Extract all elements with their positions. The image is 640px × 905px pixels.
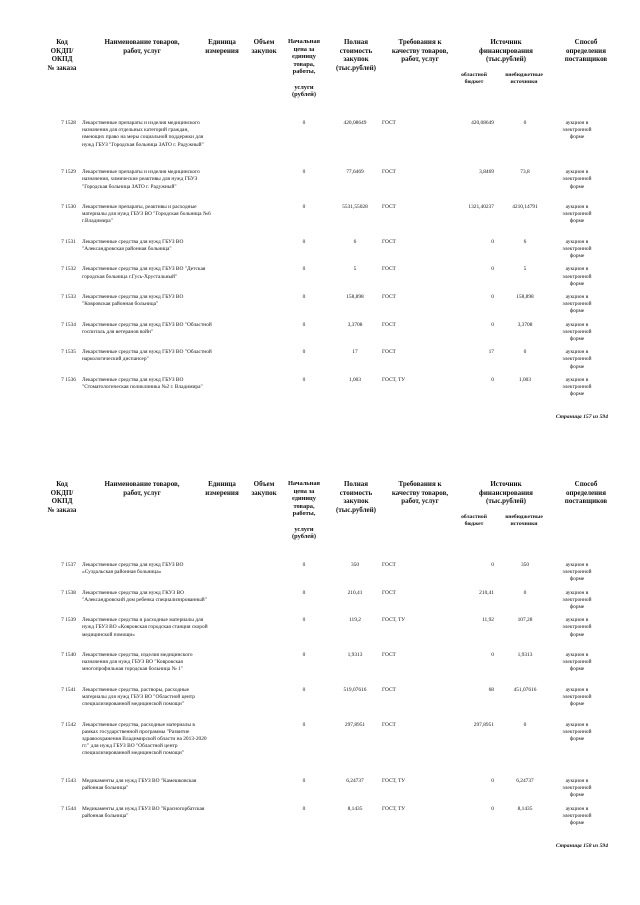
regional-budget: 0 [491, 238, 494, 245]
quality-requirements: ГОСТ, ТУ [382, 617, 406, 624]
header-total: Полная стоимость закупок (тыс.рублей) [335, 38, 377, 72]
header-method: Способ определения поставщиков [564, 38, 608, 63]
extrabudgetary-sources: 8,1435 [517, 805, 533, 812]
page-number: Страница 157 из 594 [555, 414, 608, 421]
header-code: Код ОКДП/ ОКПД № заказа [47, 38, 77, 72]
regional-budget: 0 [491, 294, 494, 300]
unit-price: 0 [302, 589, 306, 596]
header-extra: внебюджетные источники [505, 72, 543, 85]
procurement-method: аукцион в электронной форме [562, 562, 592, 583]
regional-budget: 0 [491, 778, 494, 784]
unit-price: 0 [302, 321, 306, 328]
unit-price: 0 [302, 778, 306, 784]
procurement-method: аукцион в электронной форме [562, 238, 592, 260]
total-cost: 17 [352, 349, 358, 356]
document-page-157 [0, 28, 640, 421]
header-requirements: Требования к качеству товаров, работ, услуг [391, 480, 449, 505]
header-extra: внебюджетные источники [505, 514, 543, 527]
header-source: Источник финансирования (тыс.рублей) [479, 480, 533, 505]
extrabudgetary-sources: 1,9313 [517, 652, 533, 658]
procurement-method: аукцион в электронной форме [562, 652, 592, 673]
total-cost: 1,003 [348, 376, 362, 383]
extrabudgetary-sources: 6,24737 [516, 778, 534, 784]
quality-requirements: ГОСТ [382, 120, 396, 126]
item-name: Лекарственные препараты и изделия медицинского назначения для отдельных категорий граждан, имеющих право на меры социальной поддержки для нужд ГБУЗ "Городская больница ЗАТО г. Радужный" [82, 120, 204, 148]
total-cost: 5531,55028 [342, 204, 368, 210]
page-number: Страница 158 из 594 [555, 843, 608, 850]
unit-price: 0 [302, 294, 306, 300]
regional-budget: 11,92 [482, 617, 494, 624]
procurement-method: аукцион в электронной форме [562, 321, 592, 342]
quality-requirements: ГОСТ [382, 721, 396, 728]
quality-requirements: ГОСТ [382, 589, 396, 596]
quality-requirements: ГОСТ [382, 204, 396, 210]
unit-price: 0 [302, 169, 306, 176]
quality-requirements: ГОСТ [382, 686, 396, 693]
total-cost: 6 [353, 238, 357, 245]
item-name: Лекарственные средства и расходные материалы для нужд ГБУЗ ВО «Ковровская городская станция скорой медицинской помощи» [82, 617, 208, 638]
unit-price: 0 [302, 204, 306, 210]
order-code: 7 1544 [61, 805, 76, 812]
order-code: 7 1539 [61, 617, 76, 624]
total-cost: 77,6469 [346, 169, 364, 176]
regional-budget: 0 [491, 805, 494, 812]
extrabudgetary-sources: 0 [523, 721, 527, 728]
header-regional: областной бюджет [461, 72, 487, 85]
procurement-method: аукцион в электронной форме [562, 589, 592, 610]
procurement-method: аукцион в электронной форме [562, 805, 592, 826]
item-name: Лекарственные средства, расходные материалы в рамках государственной программы "Развитие здравоохранения Владимирской области на 2013-2020 гг." для нужд ГБУЗ ВО "Областной центр специализированной медицинской помощи" [82, 721, 207, 757]
procurement-method: аукцион в электронной форме [562, 349, 592, 370]
order-code: 7 1533 [61, 294, 76, 300]
order-code: 7 1535 [61, 349, 76, 356]
extrabudgetary-sources: 0 [523, 349, 527, 356]
header-source: Источник финансирования (тыс.рублей) [479, 38, 533, 63]
total-cost: 158,898 [346, 294, 364, 300]
header-price: Начальная цена за единицу товара, работы, услуги (рублей) [287, 38, 321, 99]
extrabudgetary-sources: 451,07616 [513, 686, 537, 693]
regional-budget: 0 [491, 562, 494, 568]
header-total: Полная стоимость закупок (тыс.рублей) [335, 480, 377, 514]
header-unit: Единица измерения [205, 38, 239, 55]
procurement-method: аукцион в электронной форме [562, 204, 592, 225]
extrabudgetary-sources: 158,898 [516, 294, 534, 300]
table-header [0, 28, 640, 116]
item-name: Лекарственные средства для нужд ГКУЗ ВО "Александровский дом ребенка специализированный" [82, 589, 207, 603]
item-name: Лекарственные средства для нужд ГБУЗ ВО "Детская городская больница г.Гусь-Хрустальный" [82, 266, 206, 280]
procurement-method: аукцион в электронной форме [562, 294, 592, 315]
unit-price: 0 [302, 805, 306, 812]
unit-price: 0 [302, 238, 306, 245]
total-cost: 297,8951 [344, 721, 366, 728]
header-code: Код ОКДП/ ОКПД № заказа [47, 480, 77, 514]
total-cost: 6,24737 [346, 778, 364, 784]
item-name: Лекарственные средства для нужд ГБУЗ ВО "Областной наркологический диспансер" [82, 349, 212, 363]
procurement-method: аукцион в электронной форме [562, 617, 592, 638]
regional-budget: 0 [491, 376, 494, 383]
regional-budget: 3,8469 [479, 169, 494, 176]
extrabudgetary-sources: 6 [523, 238, 527, 245]
procurement-method: аукцион в электронной форме [562, 778, 592, 799]
unit-price: 0 [302, 120, 306, 126]
procurement-method: аукцион в электронной форме [562, 686, 592, 708]
quality-requirements: ГОСТ [382, 294, 396, 300]
header-name: Наименование товаров, работ, услуг [104, 38, 180, 55]
procurement-method: аукцион в электронной форме [562, 169, 592, 190]
quality-requirements: ГОСТ, ТУ [382, 805, 406, 812]
total-cost: 8,1435 [347, 805, 363, 812]
item-name: Лекарственные средства для нужд ГБУЗ ВО "Областной госпиталь для ветеранов войн" [82, 321, 212, 335]
quality-requirements: ГОСТ [382, 266, 396, 273]
extrabudgetary-sources: 350 [520, 562, 530, 568]
order-code: 7 1540 [61, 652, 76, 658]
quality-requirements: ГОСТ [382, 321, 396, 328]
regional-budget: 420,08649 [471, 120, 494, 126]
total-cost: 210,41 [347, 589, 363, 596]
procurement-method: аукцион в электронной форме [562, 266, 592, 287]
extrabudgetary-sources: 1,003 [518, 376, 532, 383]
order-code: 7 1543 [61, 778, 76, 784]
extrabudgetary-sources: 73,8 [520, 169, 530, 176]
extrabudgetary-sources: 0 [523, 589, 527, 596]
total-cost: 350 [350, 562, 360, 568]
extrabudgetary-sources: 5 [523, 266, 527, 273]
header-name: Наименование товаров, работ, услуг [104, 480, 180, 497]
header-regional: областной бюджет [461, 514, 487, 527]
total-cost: 1,9313 [347, 652, 363, 658]
item-name: Лекарственные средства для нужд ГБУЗ ВО "Стоматологическая поликлиника №2 г. Владимира" [82, 376, 203, 390]
unit-price: 0 [302, 686, 306, 693]
total-cost: 119,2 [349, 617, 361, 624]
regional-budget: 0 [491, 652, 494, 658]
extrabudgetary-sources: 107,28 [517, 617, 533, 624]
total-cost: 3,3708 [347, 321, 363, 328]
header-method: Способ определения поставщиков [564, 480, 608, 505]
regional-budget: 210,41 [479, 589, 494, 596]
order-code: 7 1536 [61, 376, 76, 383]
total-cost: 5 [353, 266, 357, 273]
extrabudgetary-sources: 3,3708 [517, 321, 533, 328]
order-code: 7 1529 [61, 169, 76, 176]
header-qty: Объем закупок [251, 480, 277, 497]
order-code: 7 1531 [61, 238, 76, 245]
quality-requirements: ГОСТ [382, 349, 396, 356]
total-cost: 420,08649 [343, 120, 367, 126]
procurement-method: аукцион в электронной форме [562, 120, 592, 141]
quality-requirements: ГОСТ [382, 562, 396, 568]
regional-budget: 17 [488, 349, 494, 356]
item-name: Лекарственные средства для нужд ГБУЗ ВО «Суздальская районная больница» [82, 562, 184, 576]
header-requirements: Требования к качеству товаров, работ, услуг [391, 38, 449, 63]
unit-price: 0 [302, 652, 306, 658]
regional-budget: 1321,40237 [468, 204, 494, 210]
header-qty: Объем закупок [251, 38, 277, 55]
procurement-method: аукцион в электронной форме [562, 376, 592, 398]
item-name: Лекарственные средства, изделия медицинского назначения для нужд ГБУЗ ВО "Ковровская многопрофильная городская больница № 1" [82, 652, 193, 673]
item-name: Лекарственные средства для нужд ГБУЗ ВО "Ковровская районная больница" [82, 294, 184, 308]
item-name: Медикаменты для нужд ГБУЗ ВО "Камешковская районная больница" [82, 778, 197, 792]
table-header [0, 470, 640, 558]
order-code: 7 1542 [61, 721, 76, 728]
extrabudgetary-sources: 4210,14791 [512, 204, 538, 210]
quality-requirements: ГОСТ, ТУ [382, 376, 406, 383]
regional-budget: 297,8951 [473, 721, 494, 728]
document-page-158 [0, 470, 640, 850]
order-code: 7 1534 [61, 321, 76, 328]
extrabudgetary-sources: 0 [523, 120, 527, 126]
order-code: 7 1528 [61, 120, 76, 126]
order-code: 7 1537 [61, 562, 76, 568]
item-name: Лекарственные препараты и изделия медицинского назначения, химические реактивы для нужд ГБУЗ "Городская больница ЗАТО г. Радужный" [82, 169, 200, 190]
order-code: 7 1541 [61, 686, 76, 693]
item-name: Лекарственные средства для нужд ГБУЗ ВО "Александровская районная больница" [82, 238, 184, 252]
regional-budget: 0 [491, 321, 494, 328]
header-unit: Единица измерения [205, 480, 239, 497]
item-name: Лекарственные средства, растворы, расходные материалы для нужд ГБУЗ ВО "Областной центр специализированной медицинской помощи" [82, 686, 195, 708]
regional-budget: 0 [491, 266, 494, 273]
quality-requirements: ГОСТ, ТУ [382, 778, 406, 784]
item-name: Лекарственные препараты, реактивы и расходные материалы для нужд ГБУЗ ВО "Городская больница №6 г.Владимира" [82, 204, 211, 225]
order-code: 7 1530 [61, 204, 76, 210]
unit-price: 0 [302, 376, 306, 383]
unit-price: 0 [302, 349, 306, 356]
unit-price: 0 [302, 721, 306, 728]
order-code: 7 1532 [61, 266, 76, 273]
unit-price: 0 [302, 266, 306, 273]
header-price: Начальная цена за единицу товара, работы, услуги (рублей) [287, 480, 321, 541]
unit-price: 0 [302, 617, 306, 624]
procurement-method: аукцион в электронной форме [562, 721, 592, 742]
order-code: 7 1538 [61, 589, 76, 596]
regional-budget: 68 [488, 686, 494, 693]
unit-price: 0 [302, 562, 306, 568]
item-name: Медикаменты для нужд ГБУЗ ВО "Красногорбатская районная больница" [82, 805, 205, 819]
quality-requirements: ГОСТ [382, 238, 396, 245]
quality-requirements: ГОСТ [382, 169, 396, 176]
quality-requirements: ГОСТ [382, 652, 396, 658]
total-cost: 519,07616 [343, 686, 367, 693]
